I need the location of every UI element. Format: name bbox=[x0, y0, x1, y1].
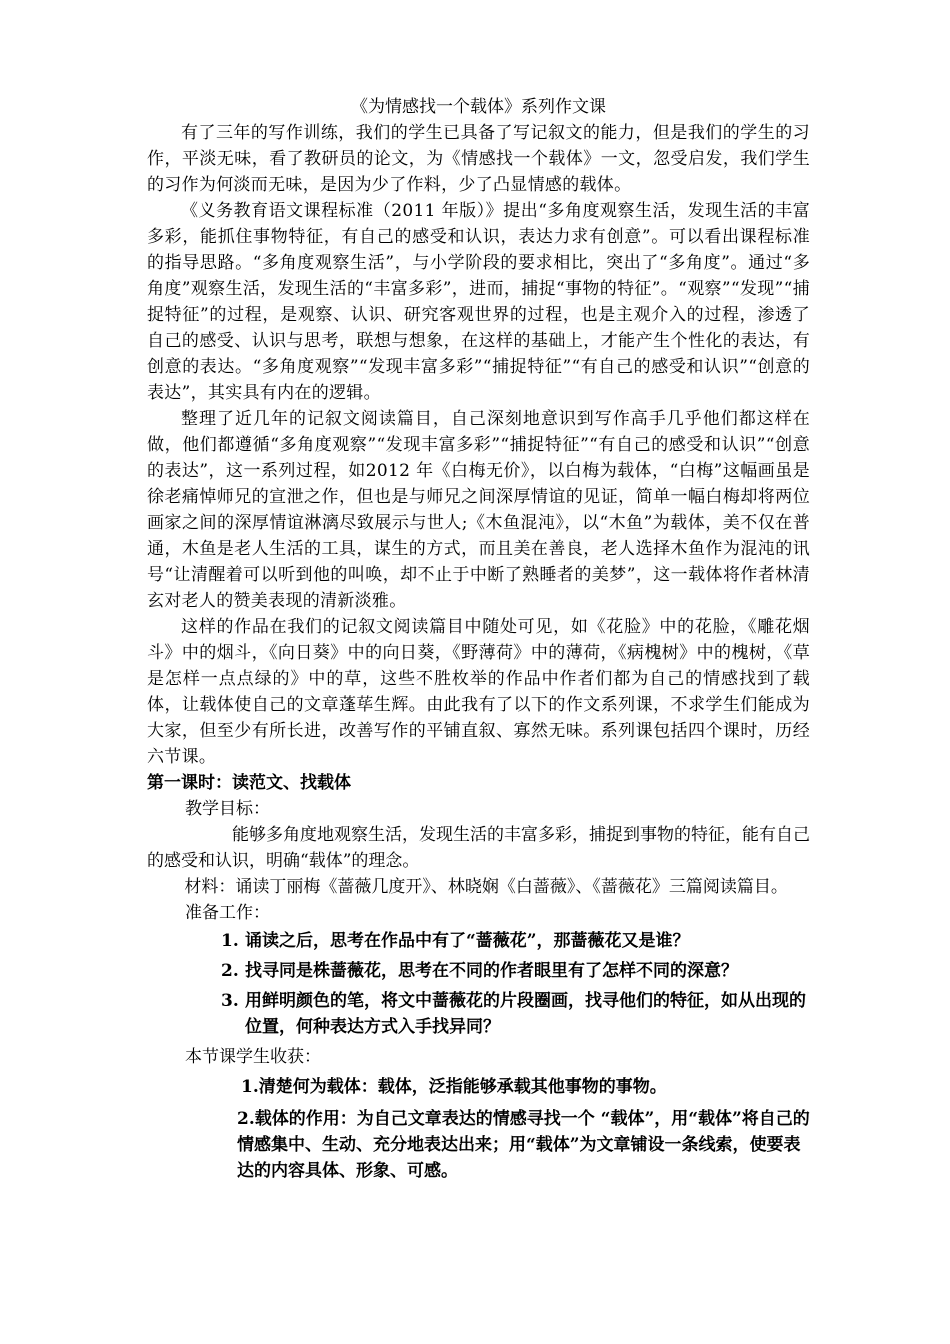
prep-item-text: 用鲜明颜色的笔，将文中蔷薇花的片段圈画，找寻他们的特征，如从出现的位置，何种表达方式入手找异同？ bbox=[245, 991, 806, 1037]
prep-item bbox=[147, 988, 810, 1040]
document-page bbox=[147, 96, 810, 1184]
examples-paragraph: 整理了近几年的记叙文阅读篇目，自己深刻地意识到写作高手几乎他们都这样在做，他们都遵循“多角度观察”“发现丰富多彩”“捕捉特征”“有自己的感受和认识”“创意的表达”，这一系列过程，如2012 年《白梅无价》，以白梅为载体，“白梅”这幅画虽是徐老痛悼师兄的宣泄之作，但也是与师兄之间深厚情谊的见证，简单一幅白梅却将两位画家之间的深厚情谊淋漓尽致展示与世人;《木鱼混沌》，以“木鱼”为载体，美不仅在普通，木鱼是老人生活的工具，谋生的方式，而且美在善良，老人选择木鱼作为混沌的讯号“让清醒着可以听到他的叫唤，却不止于中断了熟睡者的美梦”，这一载体将作者林清玄对老人的赞美表现的清新淡雅。 bbox=[147, 409, 810, 611]
prep-list bbox=[147, 928, 810, 1040]
intro-paragraph: 有了三年的写作训练，我们的学生已具备了写记叙文的能力，但是我们的学生的习作，平淡无味，看了教研员的论文，为《情感找一个载体》一文，忽受启发，我们学生的习作为何淡而无味，是因为少了作料，少了凸显情感的载体。 bbox=[147, 123, 810, 195]
prep-label: 准备工作： bbox=[185, 903, 270, 923]
prep-item-number: 1. bbox=[221, 931, 239, 951]
prep-item-number: 2. bbox=[221, 961, 239, 981]
prep-item-text: 找寻同是株蔷薇花，思考在不同的作者眼里有了怎样不同的深意？ bbox=[245, 961, 738, 981]
goal-text: 能够多角度地观察生活，发现生活的丰富多彩，捕捉到事物的特征，能有自己的感受和认识，明确“载体”的理念。 bbox=[147, 825, 810, 871]
document-title: 《为情感找一个载体》系列作文课 bbox=[351, 97, 606, 117]
gain-item: 2.载体的作用：为自己文章表达的情感寻找一个 “载体”，用“载体”将自己的情感集中、生动、充分地表达出来；用“载体”为文章铺设一条线索，使要表达的内容具体、形象、可感。 bbox=[237, 1109, 810, 1181]
prep-item bbox=[147, 928, 810, 954]
prep-item-text: 诵读之后，思考在作品中有了“蔷薇花”，那蔷薇花又是谁？ bbox=[245, 931, 690, 951]
curriculum-paragraph: 《义务教育语文课程标准（2011 年版）》提出“多角度观察生活，发现生活的丰富多彩，能抓住事物特征，有自己的感受和认识，表达力求有创意”。可以看出课程标准的指导思路。“多角度观察生活”，与小学阶段的要求相比，突出了“多角度”。通过“多角度”观察生活，发现生活的“丰富多彩”，进而，捕捉“事物的特征”。“观察”“发现”“捕捉特征”的过程，是观察、认识、研究客观世界的过程，也是主观介入的过程，渗透了自己的感受、认识与思考，联想与想象，在这样的基础上，才能产生个性化的表达，有创意的表达。“多角度观察”“发现丰富多彩”“捕捉特征”“有自己的感受和认识”“创意的表达”，其实具有内在的逻辑。 bbox=[147, 201, 810, 403]
gain-label: 本节课学生收获： bbox=[185, 1047, 321, 1067]
goal-label: 教学目标： bbox=[185, 799, 270, 819]
material-text: 材料：诵读丁丽梅《蔷薇几度开》、林晓娴《白蔷薇》、《蔷薇花》三篇阅读篇目。 bbox=[184, 877, 788, 897]
lesson1-heading: 第一课时：读范文、找载体 bbox=[147, 773, 351, 793]
prep-item-number: 3. bbox=[221, 991, 239, 1011]
prep-item bbox=[147, 958, 810, 984]
gain-item: 1.清楚何为载体：载体，泛指能够承载其他事物的事物。 bbox=[241, 1077, 667, 1097]
series-paragraph: 这样的作品在我们的记叙文阅读篇目中随处可见，如《花脸》中的花脸，《雕花烟斗》中的烟斗，《向日葵》中的向日葵，《野薄荷》中的薄荷，《病槐树》中的槐树，《草是怎样一点点绿的》中的草，这些不胜枚举的作品中作者们都为自己的情感找到了载体，让载体使自己的文章蓬荜生辉。由此我有了以下的作文系列课，不求学生们能成为大家，但至少有所长进，改善写作的平铺直叙、寡然无味。系列课包括四个课时，历经六节课。 bbox=[147, 617, 810, 767]
